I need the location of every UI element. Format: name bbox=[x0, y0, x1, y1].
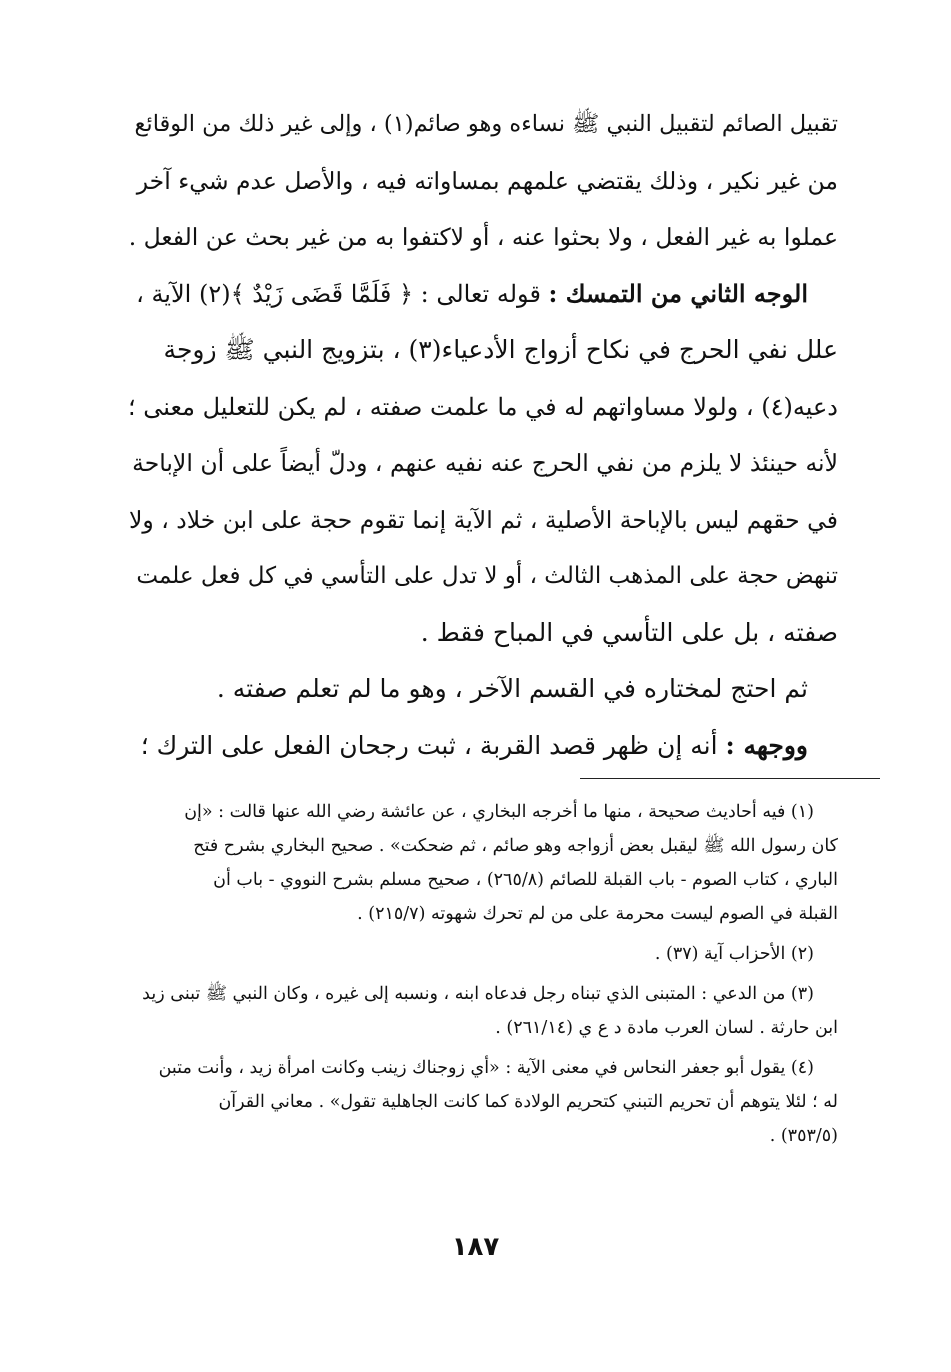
footnote-line: (٣٥٣/٥) . bbox=[769, 1126, 838, 1146]
footnote-separator bbox=[580, 778, 880, 779]
page-number: ١٨٧ bbox=[451, 1232, 500, 1262]
main-line-11: ثم احتج لمختاره في القسم الآخر ، وهو ما لم تعلم صفته . bbox=[216, 674, 808, 703]
footnote-3 bbox=[128, 977, 838, 1045]
main-line-5: علل نفي الحرج في نكاح أزواج الأدعياء(٣) ، بتزويج النبي ﷺ زوجة bbox=[163, 335, 838, 364]
main-line-12: ووجهه : أنه إن ظهر قصد القربة ، ثبت رجحان الفعل على الترك ؛ bbox=[140, 730, 808, 760]
main-text bbox=[128, 96, 838, 774]
main-line-9: تنهض حجة على المذهب الثالث ، أو لا تدل على التأسي في كل فعل علمت bbox=[136, 563, 838, 589]
footnote-line: (٣) من الدعي : المتبنى الذي تبناه رجل فدعاه ابنه ، ونسبه إلى غيره ، وكان النبي ﷺ تبنى زيد bbox=[142, 984, 814, 1004]
footnote-line: ابن حارثة . لسان العرب مادة د ع ي (٢٦١/١٤) . bbox=[495, 1018, 838, 1038]
footnote-line: له ؛ لئلا يتوهم أن تحريم التبني كتحريم الولادة كما كانت الجاهلية تقول» . معاني القرآن bbox=[218, 1092, 838, 1112]
section-heading: الوجه الثاني من التمسك : bbox=[548, 278, 808, 308]
main-line-6: دعيه(٤) ، ولولا مساواتهم له في ما علمت صفته ، لم يكن للتعليل معنى ؛ bbox=[128, 392, 838, 421]
footnote-line: القبلة في الصوم ليست محرمة على من لم تحرك شهوته (٢١٥/٧) . bbox=[357, 904, 838, 924]
main-line-7: لأنه حينئذ لا يلزم من نفي الحرج عنه نفيه عنهم ، ودلّ أيضاً على أن الإباحة bbox=[132, 449, 838, 477]
footnote-4 bbox=[128, 1051, 838, 1153]
footnote-2 bbox=[128, 937, 838, 971]
footnote-line: (٢) الأحزاب آية (٣٧) . bbox=[654, 944, 814, 964]
main-line-1: تقبيل الصائم لتقبيل النبي ﷺ نساءه وهو صائم(١) ، وإلى غير ذلك من الوقائع bbox=[134, 111, 838, 137]
footnote-line: (١) فيه أحاديث صحيحة ، منها ما أخرجه البخاري ، عن عائشة رضي الله عنها قالت : «إن bbox=[184, 802, 814, 822]
footnote-line: كان رسول الله ﷺ ليقبل بعض أزواجه وهو صائم ، ثم ضحكت» . صحيح البخاري بشرح فتح bbox=[193, 836, 838, 856]
main-line-2: من غير نكير ، وذلك يقتضي علمهم بمساواته فيه ، والأصل عدم شيء آخر bbox=[136, 166, 838, 195]
main-line-8: في حقهم ليس بالإباحة الأصلية ، ثم الآية إنما تقوم حجة على ابن خلاد ، ولا bbox=[128, 505, 838, 534]
main-line-4: الوجه الثاني من التمسك : قوله تعالى : ﴿ فَلَمَّا قَضَى زَيْدٌ ﴾(٢) الآية ، bbox=[136, 278, 808, 308]
main-line-10: صفته ، بل على التأسي في المباح فقط . bbox=[420, 617, 838, 647]
footnote-line: الباري ، كتاب الصوم - باب القبلة للصائم (٢٦٥/٨) ، صحيح مسلم بشرح النووي - باب أن bbox=[213, 870, 838, 890]
section-heading: ووجهه : bbox=[725, 730, 808, 760]
footnote-1 bbox=[128, 795, 838, 931]
footnotes bbox=[128, 795, 838, 1159]
main-line-3: عملوا به غير الفعل ، ولا بحثوا عنه ، أو لاكتفوا به من غير بحث عن الفعل . bbox=[128, 223, 838, 251]
footnote-line: (٤) يقول أبو جعفر النحاس في معنى الآية : «أي زوجناك زينب وكانت امرأة زيد ، وأنت متبن bbox=[158, 1058, 814, 1078]
